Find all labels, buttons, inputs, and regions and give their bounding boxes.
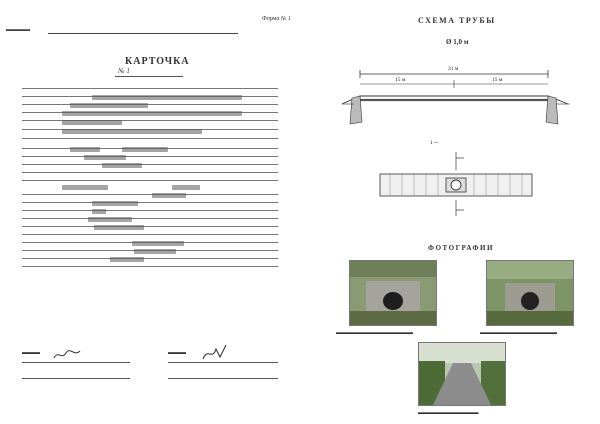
- signature-line-left: [22, 362, 130, 363]
- header-left-mark: ▬▬▬▬: [6, 27, 30, 33]
- form-field-value: [152, 193, 186, 198]
- dim-right: 15 м: [492, 77, 503, 83]
- scheme-page: [300, 0, 600, 424]
- appendix-label: Форма № 1: [262, 16, 292, 22]
- photo-outlet-caption: ▬▬▬▬▬▬▬▬▬▬▬▬▬▬: [480, 330, 557, 336]
- signature-date-line-left: [22, 378, 130, 379]
- photo-outlet: [486, 260, 574, 326]
- form-field-row: [22, 130, 278, 139]
- form-field-value: [92, 201, 138, 206]
- form-field-value: [62, 185, 108, 190]
- signature-line-right: [168, 362, 278, 363]
- card-number: № 1: [118, 67, 130, 75]
- photo-inlet-image: [350, 261, 436, 325]
- form-field-row: [22, 112, 278, 121]
- plan-section-label: 1 ─: [430, 140, 439, 146]
- culvert-plan-drawing: [376, 148, 536, 218]
- form-field-row: [22, 172, 278, 181]
- form-field-value: [62, 120, 122, 125]
- form-field-value: [84, 155, 126, 160]
- form-field-value: [132, 241, 184, 246]
- form-field-row: [22, 258, 278, 267]
- form-field-value: [110, 257, 144, 262]
- form-field-value: [172, 185, 200, 190]
- form-field-value: [92, 209, 106, 214]
- form-field-value: [134, 249, 176, 254]
- card-title: КАРТОЧКА: [125, 56, 190, 67]
- form-field-value: [94, 225, 144, 230]
- form-field-value: [62, 129, 202, 134]
- scheme-subtitle: Ø 1,0 м: [446, 38, 469, 46]
- dim-left: 15 м: [395, 77, 406, 83]
- form-field-value: [70, 147, 100, 152]
- form-field-value: [92, 95, 242, 100]
- dim-total: 31 м: [448, 66, 459, 72]
- card-number-underline: [115, 76, 183, 77]
- signature-caption-left: ▬▬▬: [22, 350, 40, 356]
- organization-line: [48, 33, 238, 34]
- form-field-value: [102, 163, 142, 168]
- signature-left: [52, 348, 82, 362]
- form-field-value: [70, 103, 148, 108]
- photo-inlet-caption: ▬▬▬▬▬▬▬▬▬▬▬▬▬▬: [336, 330, 413, 336]
- signature-right: [200, 343, 230, 363]
- photos-title: ФОТОГРАФИИ: [428, 244, 494, 252]
- photo-outlet-image: [487, 261, 573, 325]
- photo-road-image: [419, 343, 505, 405]
- signature-date-line-right: [168, 378, 278, 379]
- form-field-value: [88, 217, 132, 222]
- photo-road: [418, 342, 506, 406]
- form-field-value: [122, 147, 168, 152]
- signature-caption-right: ▬▬▬: [168, 350, 186, 356]
- photo-road-caption: ▬▬▬▬▬▬▬▬▬▬▬: [418, 410, 479, 416]
- form-field-value: [62, 111, 242, 116]
- photo-inlet: [349, 260, 437, 326]
- scheme-title: СХЕМА ТРУБЫ: [418, 16, 496, 25]
